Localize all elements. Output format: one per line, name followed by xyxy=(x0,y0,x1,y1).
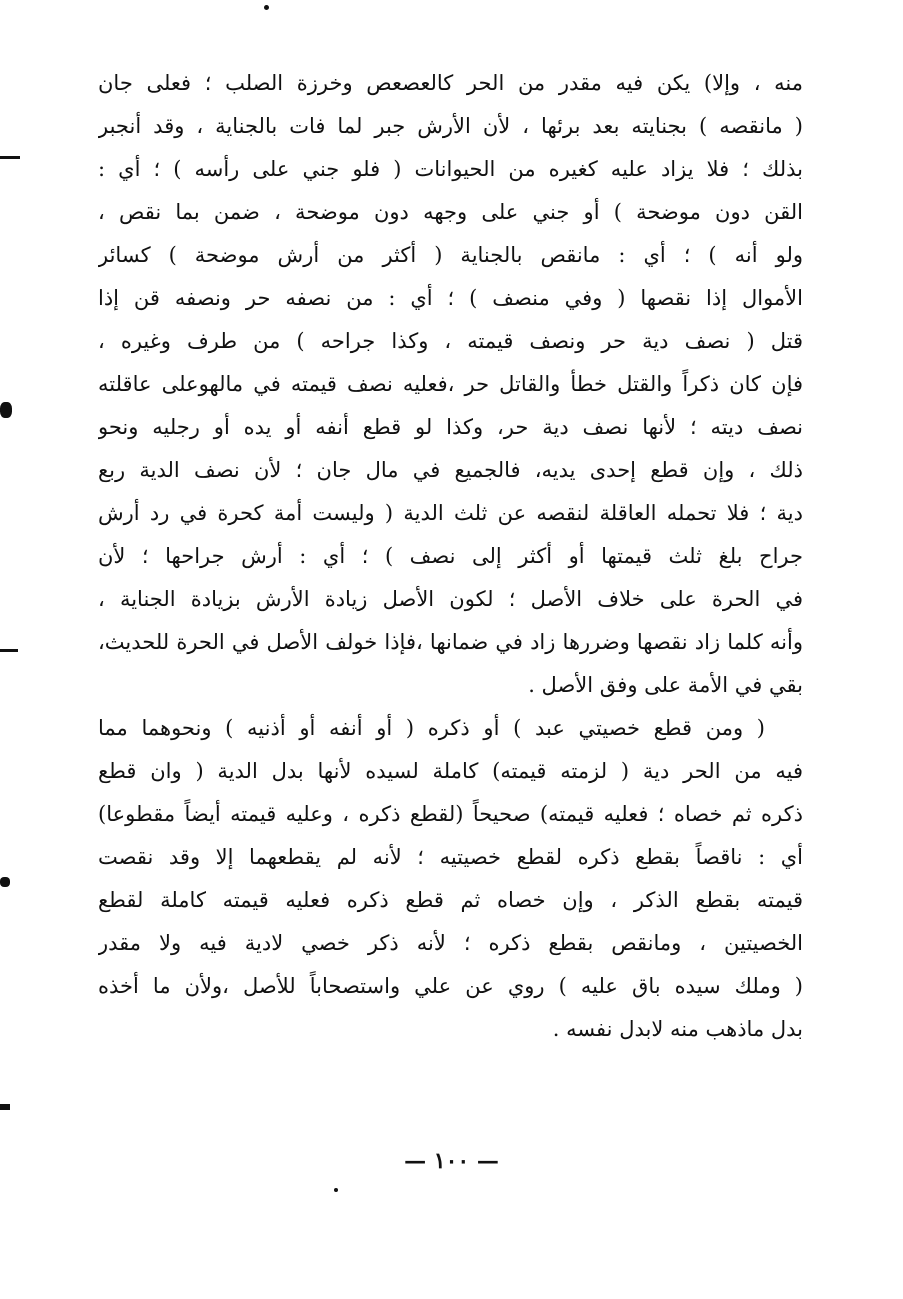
text-line: دية ؛ فلا تحمله العاقلة لنقصه عن ثلث الدية ( وليست أمة كحرة في رد أرش xyxy=(98,501,803,525)
text-line: الخصيتين ، ومانقص بقطع ذكره ؛ لأنه ذكر خصي لادية فيه ولا مقدر xyxy=(98,931,803,955)
text-line: فإن كان ذكراً والقتل خطأ والقاتل حر ،فعليه نصف قيمته في مالهوعلى عاقلته xyxy=(98,372,803,396)
text-line: ذلك ، وإن قطع إحدى يديه، فالجميع في مال جان ؛ لأن نصف الدية ربع xyxy=(98,458,803,482)
ink-speck xyxy=(334,1188,338,1192)
text-line: ( وملك سيده باق عليه ) روي عن علي واستصحاباً للأصل ،ولأن ما أخذه xyxy=(98,974,803,998)
ink-speck xyxy=(264,5,269,10)
page-number: — ١٠٠ — xyxy=(404,1148,499,1174)
text-line: في الحرة على خلاف الأصل ؛ لكون الأصل زيادة الأرش بزيادة الجناية ، xyxy=(98,587,803,611)
text-line: أي : ناقصاً بقطع ذكره لقطع خصيتيه ؛ لأنه لم يقطعهما إلا وقد نقصت xyxy=(98,845,803,869)
paragraph-start-line: ( ومن قطع خصيتي عبد ) أو ذكره ( أو أنفه أو أذنيه ) ونحوهما مما xyxy=(98,716,765,740)
text-line: ولو أنه ) ؛ أي : مانقص بالجناية ( أكثر من أرش موضحة ) كسائر xyxy=(98,243,803,267)
text-line: ذكره ثم خصاه ؛ فعليه قيمته) صحيحاً (لقطع ذكره ، وعليه قيمته أيضاً مقطوعا) xyxy=(98,802,803,826)
paragraph-end-line: بدل ماذهب منه لابدل نفسه . xyxy=(552,1017,803,1041)
margin-mark xyxy=(0,877,10,887)
margin-mark xyxy=(0,156,20,159)
text-line: قتل ( نصف دية حر ونصف قيمته ، وكذا جراحه ) من طرف وغيره ، xyxy=(98,329,803,353)
text-line: جراح بلغ ثلث قيمتها أو أكثر إلى نصف ) ؛ أي : أرش جراحها ؛ لأن xyxy=(98,544,803,568)
margin-mark xyxy=(0,649,18,652)
text-line: منه ، وإلا) يكن فيه مقدر من الحر كالعصعص وخرزة الصلب ؛ فعلى جان xyxy=(98,71,803,95)
text-line: قيمته بقطع الذكر ، وإن خصاه ثم قطع ذكره فعليه قيمته كاملة لقطع xyxy=(98,888,803,912)
text-line: القن دون موضحة ) أو جني على وجهه دون موضحة ، ضمن بما نقص ، xyxy=(98,200,803,224)
text-line: بذلك ؛ فلا يزاد عليه كغيره من الحيوانات ( فلو جني على رأسه ) ؛ أي : xyxy=(98,157,803,181)
margin-mark xyxy=(0,402,12,418)
text-line: ( مانقصه ) بجنايته بعد برئها ، لأن الأرش جبر لما فات بالجناية ، وقد أنجبر xyxy=(98,114,803,138)
page-body-text xyxy=(98,62,803,1051)
text-line: الأموال إذا نقصها ( وفي منصف ) ؛ أي : من نصفه حر ونصفه قن إذا xyxy=(98,286,803,310)
text-line: وأنه كلما زاد نقصها وضررها زاد في ضمانها ،فإذا خولف الأصل في الحرة للحديث، xyxy=(98,630,803,654)
paragraph-end-line: بقي في الأمة على وفق الأصل . xyxy=(528,673,803,697)
text-line: نصف ديته ؛ لأنها نصف دية حر، وكذا لو قطع أنفه أو يده أو رجليه ونحو xyxy=(98,415,803,439)
margin-mark xyxy=(0,1104,10,1110)
text-line: فيه من الحر دية ( لزمته قيمته) كاملة لسيده لأنها بدل الدية ( وان قطع xyxy=(98,759,803,783)
